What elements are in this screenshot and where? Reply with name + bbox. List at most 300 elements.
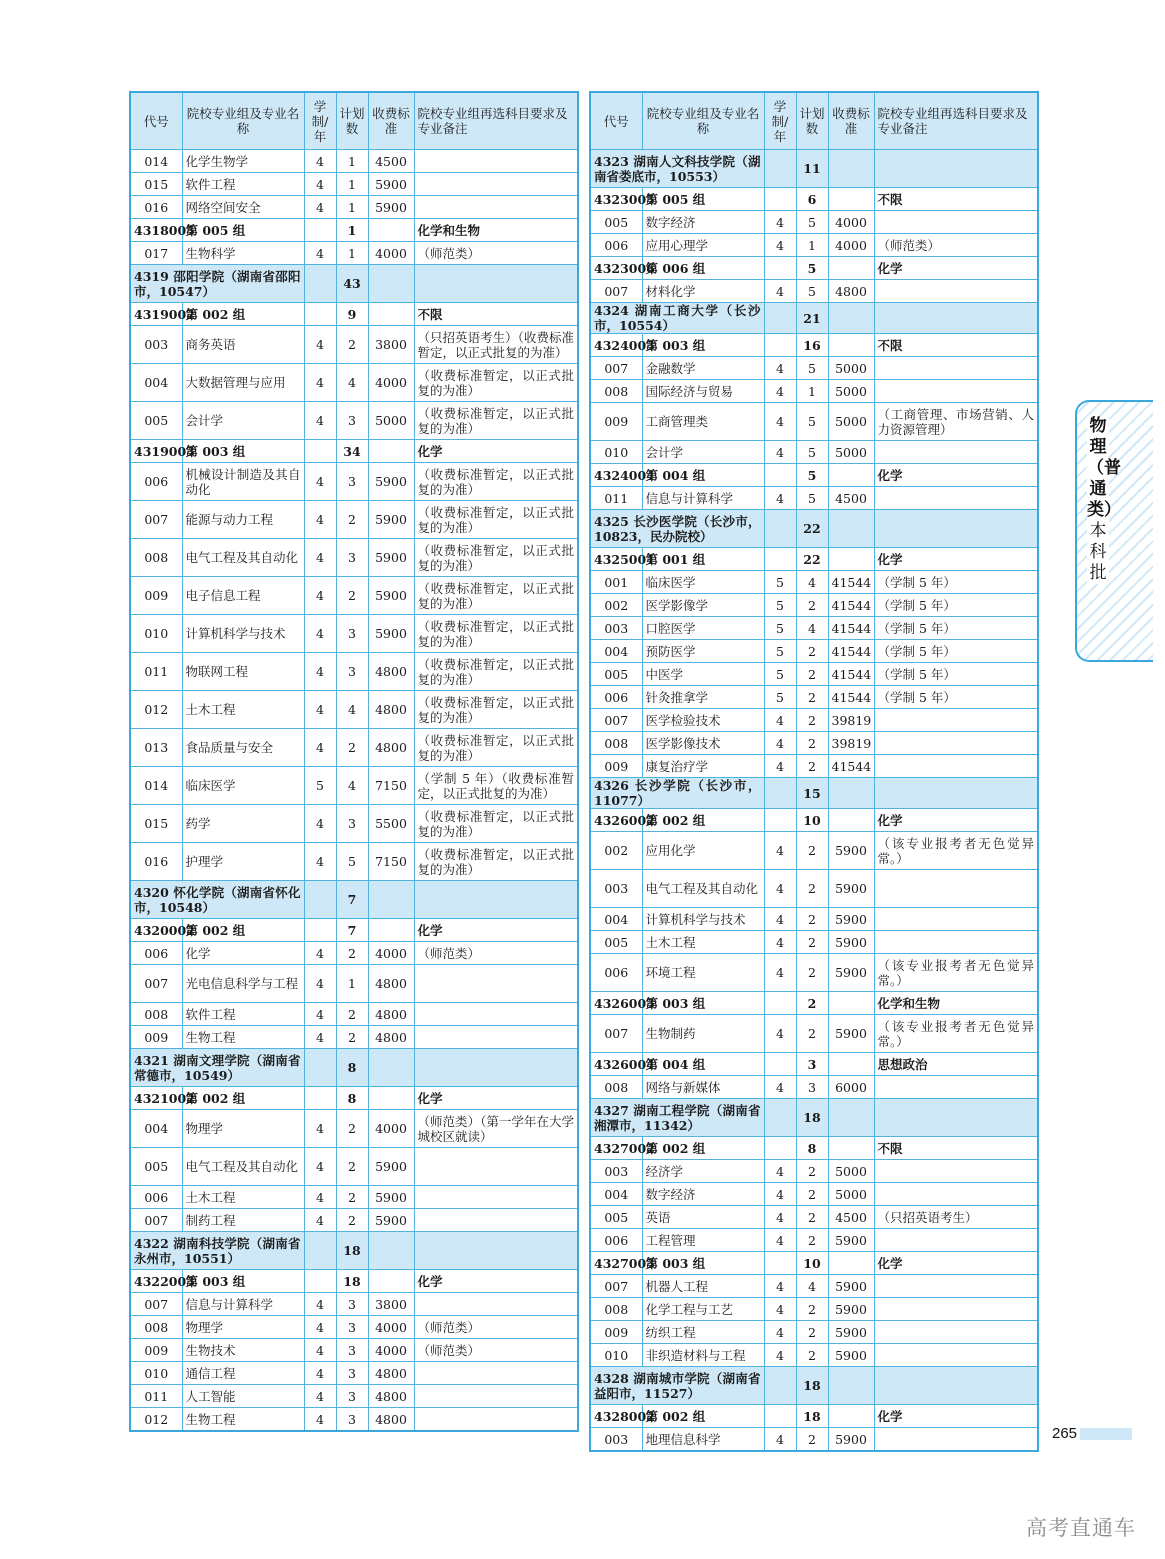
plan-count: 2 (796, 1428, 828, 1452)
major-code: 005 (590, 663, 642, 686)
study-years: 5 (764, 571, 796, 594)
group-code: 4323005 (590, 188, 642, 211)
tuition-fee: 4500 (368, 150, 414, 173)
plan-count: 6 (796, 188, 828, 211)
major-row (130, 615, 578, 653)
major-code: 003 (590, 617, 642, 640)
major-name: 会计学 (642, 441, 764, 464)
plan-count: 18 (796, 1405, 828, 1428)
group-row (130, 440, 578, 463)
plan-count: 1 (336, 965, 368, 1003)
school-name: 4324 湖南工商大学（长沙市，10554） (590, 303, 764, 334)
major-code: 007 (130, 965, 182, 1003)
study-years: 4 (764, 1076, 796, 1099)
study-years: 4 (764, 441, 796, 464)
major-code: 006 (590, 686, 642, 709)
study-years: 4 (764, 234, 796, 257)
group-name: 第 003 组 (642, 334, 764, 357)
major-row (590, 1321, 1038, 1344)
header-plan: 计划数 (796, 92, 828, 150)
plan-count: 2 (796, 992, 828, 1015)
plan-count: 2 (336, 326, 368, 364)
study-years: 4 (764, 832, 796, 870)
empty-cell (828, 1252, 874, 1275)
major-remark (874, 732, 1038, 755)
major-code: 011 (130, 1385, 182, 1408)
plan-count: 2 (796, 594, 828, 617)
empty-cell (874, 510, 1038, 548)
major-code: 008 (130, 1316, 182, 1339)
empty-cell (368, 881, 414, 919)
category-bold-text: 物理（普通类） (1087, 416, 1121, 520)
major-row (590, 617, 1038, 640)
tuition-fee: 5000 (828, 441, 874, 464)
major-remark: （学制 5 年） (874, 594, 1038, 617)
major-name: 药学 (182, 805, 304, 843)
tuition-fee: 41544 (828, 571, 874, 594)
group-row (590, 1053, 1038, 1076)
plan-count: 3 (336, 463, 368, 501)
study-years: 4 (764, 1344, 796, 1367)
tuition-fee: 41544 (828, 686, 874, 709)
major-remark (414, 1026, 578, 1049)
study-years: 4 (304, 402, 336, 440)
empty-cell (828, 188, 874, 211)
major-name: 医学影像技术 (642, 732, 764, 755)
major-code: 004 (130, 364, 182, 402)
tuition-fee: 4800 (368, 1408, 414, 1432)
major-name: 生物工程 (182, 1026, 304, 1049)
plan-count: 3 (336, 1362, 368, 1385)
plan-count: 9 (336, 303, 368, 326)
study-years: 4 (764, 732, 796, 755)
major-code: 006 (130, 942, 182, 965)
plan-count: 18 (796, 1099, 828, 1137)
major-remark (874, 1344, 1038, 1367)
tuition-fee: 5900 (828, 1275, 874, 1298)
group-row (590, 1137, 1038, 1160)
table-header (590, 92, 1038, 150)
empty-cell (828, 778, 874, 809)
plan-count: 2 (796, 1229, 828, 1252)
group-row (590, 334, 1038, 357)
plan-count: 4 (796, 617, 828, 640)
major-code: 009 (590, 755, 642, 778)
empty-cell (764, 334, 796, 357)
empty-cell (304, 881, 336, 919)
study-years: 4 (304, 1026, 336, 1049)
plan-count: 2 (796, 640, 828, 663)
major-remark (874, 1428, 1038, 1452)
plan-count: 1 (336, 219, 368, 242)
major-name: 应用化学 (642, 832, 764, 870)
school-row (590, 303, 1038, 334)
empty-cell (368, 440, 414, 463)
group-row (130, 1270, 578, 1293)
plan-count: 34 (336, 440, 368, 463)
major-remark: （师范类） (414, 242, 578, 265)
major-remark (414, 1385, 578, 1408)
major-remark: （师范类） (874, 234, 1038, 257)
plan-count: 3 (336, 615, 368, 653)
major-code: 002 (590, 594, 642, 617)
tuition-fee: 5900 (368, 196, 414, 219)
empty-cell (874, 1099, 1038, 1137)
major-name: 英语 (642, 1206, 764, 1229)
plan-count: 3 (336, 402, 368, 440)
group-code: 4327003 (590, 1252, 642, 1275)
major-row (130, 196, 578, 219)
major-code: 016 (130, 843, 182, 881)
plan-count: 2 (796, 732, 828, 755)
major-row (130, 1209, 578, 1232)
major-row (130, 805, 578, 843)
plan-count: 2 (336, 577, 368, 615)
plan-count: 10 (796, 1252, 828, 1275)
header-code: 代号 (590, 92, 642, 150)
plan-count: 5 (796, 487, 828, 510)
study-years: 4 (764, 403, 796, 441)
group-code: 4325001 (590, 548, 642, 571)
study-years: 5 (764, 663, 796, 686)
tuition-fee: 41544 (828, 617, 874, 640)
subject-requirement: 不限 (874, 188, 1038, 211)
major-code: 008 (130, 539, 182, 577)
school-row (590, 1367, 1038, 1405)
study-years: 4 (764, 1206, 796, 1229)
major-remark (414, 1293, 578, 1316)
major-remark (874, 870, 1038, 908)
major-name: 化学生物学 (182, 150, 304, 173)
major-name: 环境工程 (642, 954, 764, 992)
plan-count: 3 (336, 1293, 368, 1316)
plan-count: 2 (796, 1160, 828, 1183)
study-years: 4 (304, 577, 336, 615)
tuition-fee: 4500 (828, 487, 874, 510)
major-remark (874, 1275, 1038, 1298)
major-name: 食品质量与安全 (182, 729, 304, 767)
study-years: 4 (304, 196, 336, 219)
major-name: 材料化学 (642, 280, 764, 303)
tuition-fee: 4800 (368, 1362, 414, 1385)
tuition-fee: 5900 (368, 463, 414, 501)
major-remark (414, 1362, 578, 1385)
major-code: 006 (130, 463, 182, 501)
study-years: 4 (304, 1316, 336, 1339)
empty-cell (828, 257, 874, 280)
study-years: 4 (764, 709, 796, 732)
empty-cell (304, 219, 336, 242)
group-name: 第 004 组 (642, 1053, 764, 1076)
major-row (130, 1003, 578, 1026)
plan-count: 2 (796, 954, 828, 992)
plan-count: 3 (336, 1316, 368, 1339)
plan-count: 2 (336, 1209, 368, 1232)
tuition-fee: 5900 (828, 1229, 874, 1252)
study-years: 4 (304, 691, 336, 729)
tuition-fee: 4800 (368, 653, 414, 691)
plan-count: 8 (796, 1137, 828, 1160)
plan-count: 1 (336, 242, 368, 265)
study-years: 4 (304, 539, 336, 577)
empty-cell (874, 303, 1038, 334)
major-name: 软件工程 (182, 1003, 304, 1026)
plan-count: 18 (336, 1232, 368, 1270)
major-code: 005 (590, 931, 642, 954)
tuition-fee: 4000 (368, 242, 414, 265)
school-name: 4325 长沙医学院（长沙市，10823，民办院校） (590, 510, 764, 548)
empty-cell (368, 1049, 414, 1087)
major-remark: （收费标准暂定，以正式批复的为准） (414, 691, 578, 729)
tuition-fee: 5900 (828, 954, 874, 992)
study-years: 4 (764, 487, 796, 510)
plan-count: 2 (336, 501, 368, 539)
tuition-fee: 4800 (368, 1003, 414, 1026)
tuition-fee: 5000 (828, 357, 874, 380)
study-years: 4 (764, 931, 796, 954)
tuition-fee: 41544 (828, 594, 874, 617)
major-name: 信息与计算科学 (642, 487, 764, 510)
subject-requirement: 化学 (414, 1087, 578, 1110)
major-code: 009 (130, 1339, 182, 1362)
empty-cell (368, 1087, 414, 1110)
major-remark: （该专业报考者无色觉异常。） (874, 954, 1038, 992)
subject-requirement: 化学 (414, 1270, 578, 1293)
header-remark: 院校专业组再选科目要求及专业备注 (414, 92, 578, 150)
study-years: 4 (764, 1298, 796, 1321)
major-remark (414, 173, 578, 196)
tuition-fee: 7150 (368, 767, 414, 805)
major-row (130, 242, 578, 265)
major-remark: （收费标准暂定，以正式批复的为准） (414, 539, 578, 577)
subject-requirement: 化学 (414, 919, 578, 942)
tuition-fee: 5900 (828, 1344, 874, 1367)
group-name: 第 003 组 (182, 440, 304, 463)
header-fee: 收费标准 (368, 92, 414, 150)
major-row (130, 1110, 578, 1148)
study-years: 4 (764, 1015, 796, 1053)
tuition-fee: 5000 (828, 403, 874, 441)
plan-count: 2 (796, 709, 828, 732)
major-code: 007 (130, 1293, 182, 1316)
major-name: 国际经济与贸易 (642, 380, 764, 403)
major-remark (874, 1321, 1038, 1344)
major-name: 生物技术 (182, 1339, 304, 1362)
major-row (590, 686, 1038, 709)
plan-count: 4 (336, 691, 368, 729)
major-remark: （师范类） (414, 1316, 578, 1339)
plan-count: 11 (796, 150, 828, 188)
subject-requirement: 化学 (874, 257, 1038, 280)
group-row (590, 809, 1038, 832)
major-code: 007 (590, 280, 642, 303)
group-name: 第 001 组 (642, 548, 764, 571)
plan-count: 5 (796, 357, 828, 380)
major-remark (874, 1229, 1038, 1252)
major-code: 015 (130, 805, 182, 843)
empty-cell (764, 464, 796, 487)
study-years: 4 (304, 364, 336, 402)
empty-cell (764, 1053, 796, 1076)
major-code: 005 (130, 402, 182, 440)
header-fee: 收费标准 (828, 92, 874, 150)
empty-cell (874, 1367, 1038, 1405)
major-name: 针灸推拿学 (642, 686, 764, 709)
plan-count: 5 (796, 257, 828, 280)
tuition-fee: 6000 (828, 1076, 874, 1099)
tuition-fee: 4500 (828, 1206, 874, 1229)
plan-count: 18 (796, 1367, 828, 1405)
watermark: 高考直通车 (1026, 1516, 1136, 1540)
major-code: 009 (590, 1321, 642, 1344)
empty-cell (764, 992, 796, 1015)
major-code: 006 (130, 1186, 182, 1209)
plan-count: 3 (336, 1408, 368, 1432)
major-name: 网络与新媒体 (642, 1076, 764, 1099)
major-remark (414, 1408, 578, 1432)
group-name: 第 004 组 (642, 464, 764, 487)
group-code: 4322003 (130, 1270, 182, 1293)
major-row (130, 463, 578, 501)
tuition-fee: 7150 (368, 843, 414, 881)
group-row (590, 188, 1038, 211)
plan-count: 1 (796, 380, 828, 403)
plan-count: 2 (796, 1015, 828, 1053)
plan-count: 2 (336, 729, 368, 767)
school-row (590, 150, 1038, 188)
group-row (590, 464, 1038, 487)
plan-count: 10 (796, 809, 828, 832)
major-row (590, 357, 1038, 380)
major-name: 经济学 (642, 1160, 764, 1183)
study-years: 4 (304, 463, 336, 501)
major-code: 009 (130, 1026, 182, 1049)
major-remark (874, 755, 1038, 778)
major-name: 生物制药 (642, 1015, 764, 1053)
study-years: 4 (764, 380, 796, 403)
empty-cell (414, 265, 578, 303)
tuition-fee: 5900 (828, 908, 874, 931)
study-years: 4 (764, 1160, 796, 1183)
major-name: 人工智能 (182, 1385, 304, 1408)
empty-cell (414, 1232, 578, 1270)
major-code: 008 (590, 380, 642, 403)
subject-requirement: 化学 (874, 809, 1038, 832)
major-name: 电气工程及其自动化 (182, 539, 304, 577)
major-name: 机器人工程 (642, 1275, 764, 1298)
subject-requirement: 化学 (414, 440, 578, 463)
tuition-fee: 4800 (368, 965, 414, 1003)
plan-count: 4 (796, 571, 828, 594)
page-number-bar (1080, 1428, 1132, 1440)
major-row (130, 653, 578, 691)
study-years: 4 (304, 942, 336, 965)
major-code: 004 (130, 1110, 182, 1148)
header-plan: 计划数 (336, 92, 368, 150)
subject-requirement: 不限 (874, 1137, 1038, 1160)
major-row (590, 280, 1038, 303)
study-years: 4 (764, 755, 796, 778)
school-row (590, 1099, 1038, 1137)
group-code: 4319003 (130, 440, 182, 463)
group-row (590, 257, 1038, 280)
major-code: 007 (590, 1015, 642, 1053)
plan-count: 4 (796, 1275, 828, 1298)
subject-requirement: 化学和生物 (414, 219, 578, 242)
major-remark: （只招英语考生） (874, 1206, 1038, 1229)
tuition-fee: 5900 (368, 615, 414, 653)
tuition-fee: 4800 (368, 729, 414, 767)
major-remark: （收费标准暂定，以正式批复的为准） (414, 364, 578, 402)
plan-count: 2 (796, 1206, 828, 1229)
group-code: 4326003 (590, 992, 642, 1015)
header-years: 学制/年 (304, 92, 336, 150)
major-name: 物理学 (182, 1316, 304, 1339)
plan-count: 16 (796, 334, 828, 357)
major-remark: （师范类） (414, 942, 578, 965)
major-remark (874, 211, 1038, 234)
study-years: 5 (764, 640, 796, 663)
study-years: 4 (304, 1003, 336, 1026)
study-years: 4 (764, 1428, 796, 1452)
tuition-fee: 5900 (368, 1148, 414, 1186)
header-code: 代号 (130, 92, 182, 150)
plan-count: 22 (796, 548, 828, 571)
header-years: 学制/年 (764, 92, 796, 150)
empty-cell (764, 778, 796, 809)
study-years: 4 (304, 501, 336, 539)
school-row (130, 1049, 578, 1087)
major-name: 土木工程 (182, 1186, 304, 1209)
major-code: 005 (130, 1148, 182, 1186)
major-row (590, 732, 1038, 755)
major-row (130, 1362, 578, 1385)
major-name: 医学影像学 (642, 594, 764, 617)
major-remark (874, 441, 1038, 464)
category-light-text: 本科批 (1089, 521, 1107, 583)
empty-cell (368, 919, 414, 942)
empty-cell (368, 265, 414, 303)
empty-cell (828, 303, 874, 334)
major-name: 数字经济 (642, 211, 764, 234)
major-remark (874, 380, 1038, 403)
plan-count: 18 (336, 1270, 368, 1293)
plan-count: 2 (336, 1186, 368, 1209)
school-name: 4319 邵阳学院（湖南省邵阳市，10547） (130, 265, 304, 303)
empty-cell (828, 548, 874, 571)
group-name: 第 002 组 (642, 1137, 764, 1160)
major-name: 化学工程与工艺 (642, 1298, 764, 1321)
table-header (130, 92, 578, 150)
major-remark: （收费标准暂定，以正式批复的为准） (414, 729, 578, 767)
major-name: 工程管理 (642, 1229, 764, 1252)
major-row (590, 234, 1038, 257)
tuition-fee: 5000 (828, 380, 874, 403)
major-remark (874, 1160, 1038, 1183)
major-row (590, 571, 1038, 594)
plan-count: 5 (796, 403, 828, 441)
empty-cell (304, 1270, 336, 1293)
major-remark (874, 908, 1038, 931)
major-remark (414, 196, 578, 219)
major-row (590, 954, 1038, 992)
major-name: 医学检验技术 (642, 709, 764, 732)
plan-count: 2 (796, 870, 828, 908)
major-row (130, 729, 578, 767)
major-row (590, 403, 1038, 441)
major-remark (874, 1183, 1038, 1206)
study-years: 4 (304, 1408, 336, 1432)
